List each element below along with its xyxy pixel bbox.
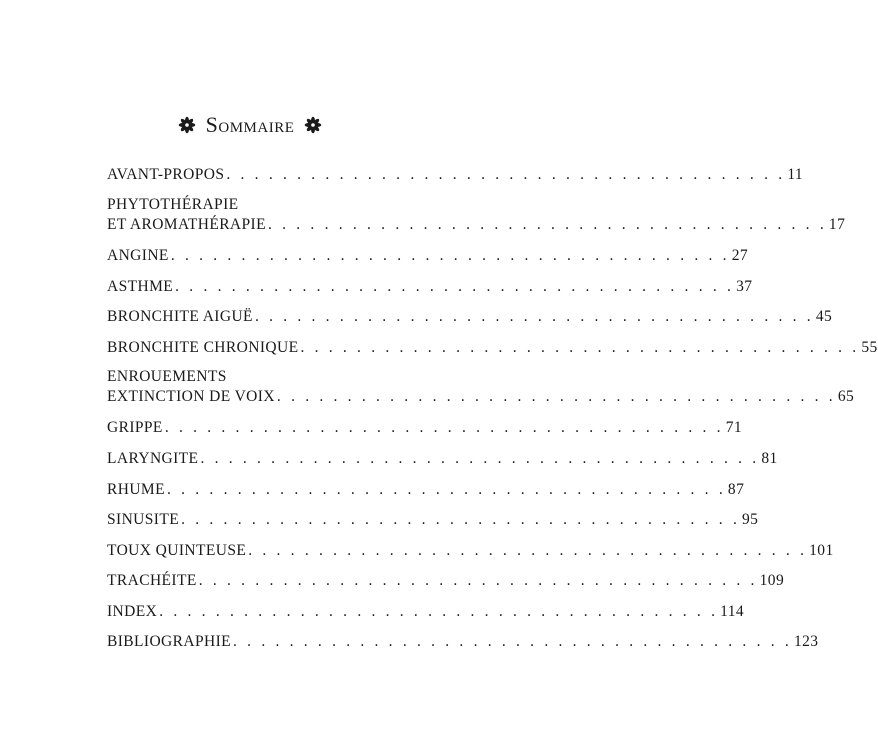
dot-leader: . . . . . . . . . . . . . . . . . . . . . . . . . . . . . . . . . . . . . . . .	[267, 216, 827, 233]
toc-entry[interactable]	[107, 418, 743, 438]
toc-entry-page: 17	[828, 216, 846, 233]
toc-entry-title: AVANT-PROPOS	[107, 166, 225, 183]
toc-entry[interactable]	[107, 510, 759, 530]
toc-entry-title: LARYNGITE	[107, 450, 199, 467]
dot-leader: . . . . . . . . . . . . . . . . . . . . . . . . . . . . . . . . . . . . . . . .	[226, 166, 786, 183]
dot-leader: . . . . . . . . . . . . . . . . . . . . . . . . . . . . . . . . . . . . . . . .	[248, 542, 808, 559]
toc-entry-title-continued: ET AROMATHÉRAPIE	[107, 216, 266, 233]
toc-entry[interactable]	[107, 571, 785, 591]
toc-entry[interactable]	[107, 246, 749, 266]
toc-entry-title: ENROUEMENTS	[107, 368, 227, 385]
toc-entry-title: GRIPPE	[107, 419, 163, 436]
flower-icon	[178, 116, 196, 134]
toc-entry-title: SINUSITE	[107, 511, 180, 528]
toc-entry[interactable]	[107, 449, 778, 469]
toc-entry-title: RHUME	[107, 481, 165, 498]
toc-entry[interactable]	[107, 602, 745, 622]
dot-leader: . . . . . . . . . . . . . . . . . . . . . . . . . . . . . . . . . . . . . . . .	[198, 572, 758, 589]
toc-entry-page: 123	[793, 633, 819, 650]
flower-icon	[304, 116, 322, 134]
toc-entry-page: 81	[761, 450, 778, 467]
toc-entry[interactable]	[107, 480, 745, 500]
toc-entry-page: 65	[837, 388, 855, 405]
dot-leader: . . . . . . . . . . . . . . . . . . . . . . . . . . . . . . . . . . . . . . . .	[254, 308, 814, 325]
toc-entry-title: INDEX	[107, 603, 158, 620]
dot-leader: . . . . . . . . . . . . . . . . . . . . . . . . . . . . . . . . . . . . . . . .	[276, 388, 836, 405]
toc-entry-title: ASTHME	[107, 278, 174, 295]
toc-entry-title-continued: EXTINCTION DE VOIX	[107, 388, 275, 405]
dot-leader: . . . . . . . . . . . . . . . . . . . . . . . . . . . . . . . . . . . . . . . .	[170, 247, 730, 264]
toc-entry-title: BRONCHITE CHRONIQUE	[107, 339, 299, 356]
dot-leader: . . . . . . . . . . . . . . . . . . . . . . . . . . . . . . . . . . . . . . . .	[200, 450, 760, 467]
toc-entry-page: 109	[759, 572, 785, 589]
toc-entry-page: 55	[861, 339, 878, 356]
dot-leader: . . . . . . . . . . . . . . . . . . . . . . . . . . . . . . . . . . . . . . . .	[233, 633, 792, 650]
toc-entry[interactable]	[107, 367, 855, 407]
toc-entry-title: BIBLIOGRAPHIE	[107, 633, 232, 650]
toc-entry-page: 95	[742, 511, 759, 528]
toc-entry-page: 71	[725, 419, 743, 436]
toc-entry[interactable]	[107, 541, 834, 561]
toc-entry[interactable]	[107, 338, 878, 358]
toc-entry-title: TOUX QUINTEUSE	[107, 542, 247, 559]
toc-title-row	[0, 112, 500, 138]
toc-entry[interactable]	[107, 277, 753, 297]
toc-entry-title: BRONCHITE AIGUË	[107, 308, 253, 325]
toc-entry[interactable]	[107, 307, 833, 327]
dot-leader: . . . . . . . . . . . . . . . . . . . . . . . . . . . . . . . . . . . . . . . .	[181, 511, 741, 528]
toc-entry-title: ANGINE	[107, 247, 169, 264]
dot-leader: . . . . . . . . . . . . . . . . . . . . . . . . . . . . . . . . . . . . . . . .	[300, 339, 860, 356]
toc-entry[interactable]	[107, 632, 819, 652]
toc-entry-page: 37	[736, 278, 753, 295]
toc-entry-title: PHYTOTHÉRAPIE	[107, 196, 239, 213]
page-title: Sommaire	[205, 112, 295, 137]
toc-entry-page: 114	[720, 603, 745, 620]
toc-entry-page: 11	[787, 166, 804, 183]
toc-entry-page: 101	[809, 542, 834, 559]
toc-entry-page: 87	[727, 481, 745, 498]
dot-leader: . . . . . . . . . . . . . . . . . . . . . . . . . . . . . . . . . . . . . . . .	[164, 419, 724, 436]
dot-leader: . . . . . . . . . . . . . . . . . . . . . . . . . . . . . . . . . . . . . . . .	[175, 278, 735, 295]
dot-leader: . . . . . . . . . . . . . . . . . . . . . . . . . . . . . . . . . . . . . . . .	[166, 481, 726, 498]
toc-entry-title: TRACHÉITE	[107, 572, 197, 589]
dot-leader: . . . . . . . . . . . . . . . . . . . . . . . . . . . . . . . . . . . . . . . .	[159, 603, 719, 620]
toc-entry[interactable]	[107, 165, 804, 185]
toc-entry-page: 45	[815, 308, 833, 325]
toc-entry-page: 27	[731, 247, 749, 264]
toc-entry[interactable]	[107, 195, 846, 235]
